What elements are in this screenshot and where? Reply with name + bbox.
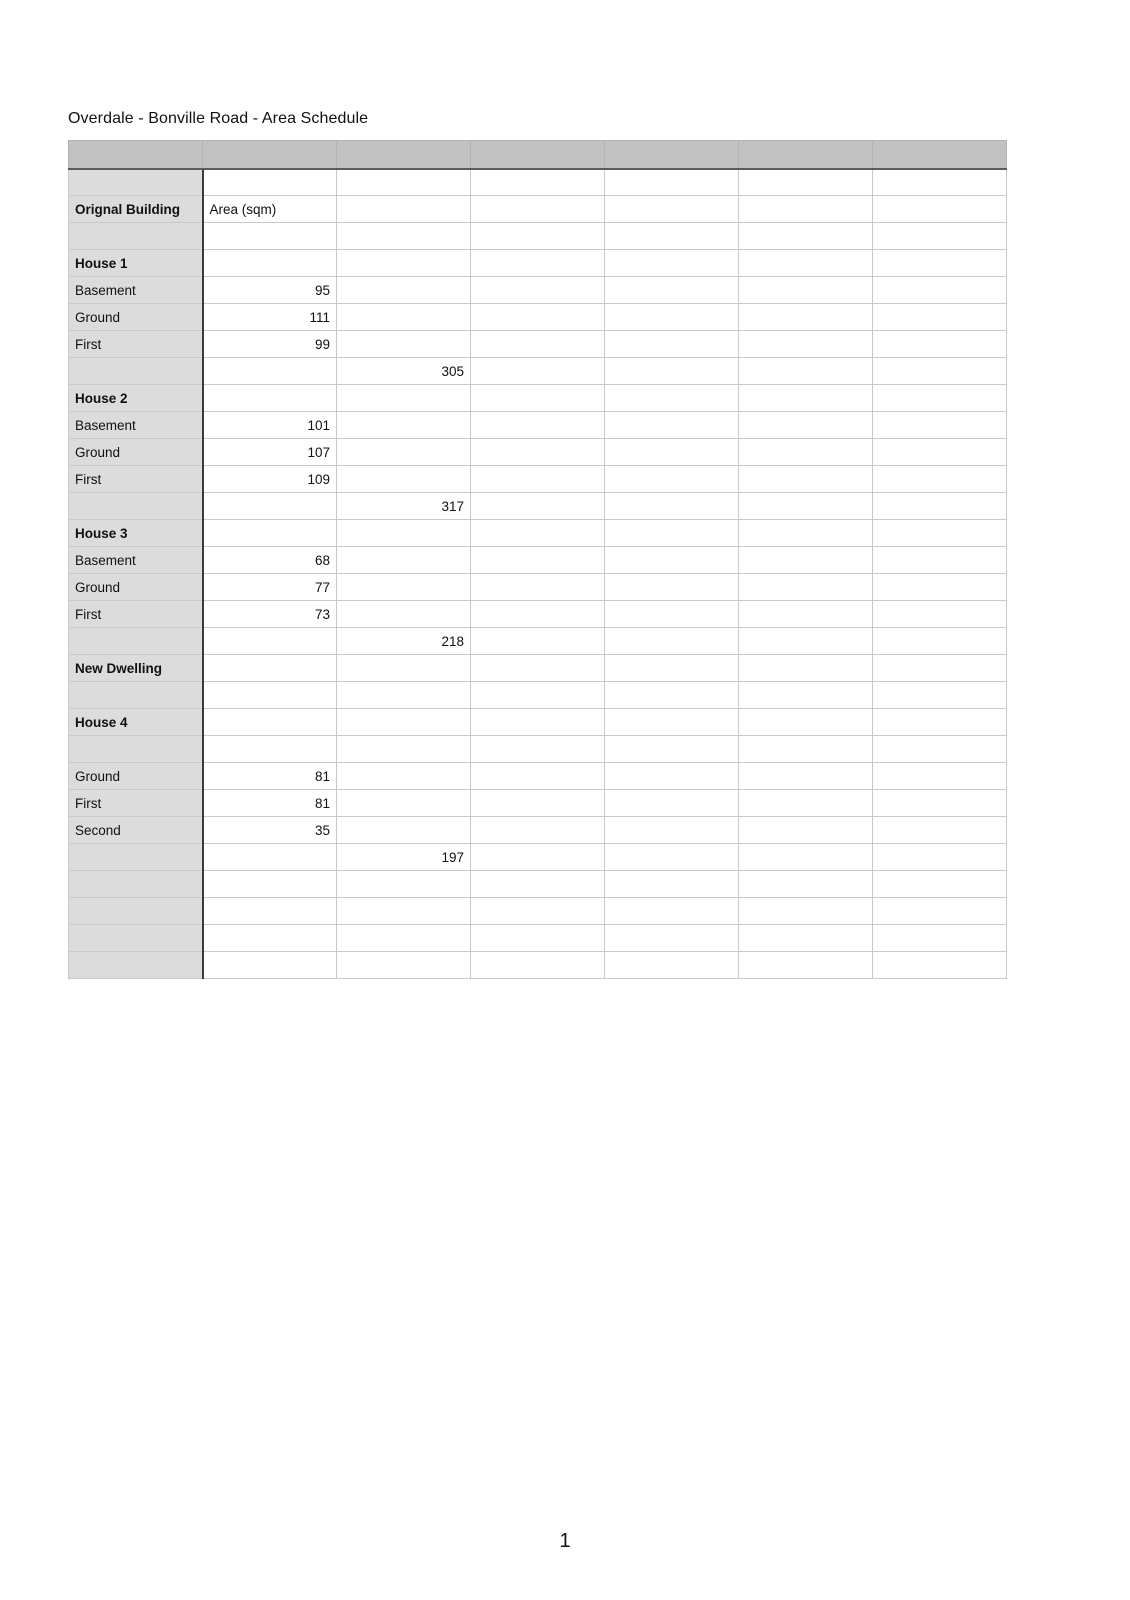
empty-cell xyxy=(873,304,1007,331)
empty-cell xyxy=(873,601,1007,628)
table-body xyxy=(69,141,1007,979)
empty-cell xyxy=(471,763,605,790)
empty-cell xyxy=(873,223,1007,250)
total-cell: 305 xyxy=(337,358,471,385)
table-row xyxy=(69,466,1007,493)
total-cell xyxy=(337,952,471,979)
row-label: Basement xyxy=(69,277,203,304)
row-label xyxy=(69,952,203,979)
header-row xyxy=(69,141,1007,169)
empty-cell xyxy=(873,331,1007,358)
row-label xyxy=(69,493,203,520)
empty-cell xyxy=(471,385,605,412)
area-cell xyxy=(203,709,337,736)
empty-cell xyxy=(873,736,1007,763)
empty-cell xyxy=(605,628,739,655)
row-label: House 3 xyxy=(69,520,203,547)
area-cell xyxy=(203,655,337,682)
area-cell xyxy=(203,520,337,547)
total-cell xyxy=(337,898,471,925)
table-row xyxy=(69,655,1007,682)
row-label: House 4 xyxy=(69,709,203,736)
row-label: Basement xyxy=(69,547,203,574)
empty-cell xyxy=(471,331,605,358)
empty-cell xyxy=(605,466,739,493)
empty-cell xyxy=(739,493,873,520)
area-cell xyxy=(203,871,337,898)
empty-cell xyxy=(605,952,739,979)
row-label xyxy=(69,898,203,925)
empty-cell xyxy=(605,331,739,358)
empty-cell xyxy=(873,277,1007,304)
empty-cell xyxy=(873,466,1007,493)
empty-cell xyxy=(605,412,739,439)
total-cell xyxy=(337,682,471,709)
area-cell: 109 xyxy=(203,466,337,493)
empty-cell xyxy=(873,682,1007,709)
row-label: New Dwelling xyxy=(69,655,203,682)
empty-cell xyxy=(605,844,739,871)
total-cell xyxy=(337,331,471,358)
empty-cell xyxy=(471,628,605,655)
header-cell xyxy=(739,141,873,169)
empty-cell xyxy=(471,709,605,736)
empty-cell xyxy=(605,736,739,763)
total-cell xyxy=(337,277,471,304)
empty-cell xyxy=(739,196,873,223)
empty-cell xyxy=(605,574,739,601)
table-row xyxy=(69,547,1007,574)
empty-cell xyxy=(873,628,1007,655)
area-cell xyxy=(203,358,337,385)
table-row xyxy=(69,574,1007,601)
table-row xyxy=(69,358,1007,385)
empty-cell xyxy=(739,655,873,682)
empty-cell xyxy=(873,196,1007,223)
empty-cell xyxy=(471,466,605,493)
total-cell xyxy=(337,439,471,466)
total-cell xyxy=(337,196,471,223)
empty-cell xyxy=(605,196,739,223)
row-label xyxy=(69,844,203,871)
empty-cell xyxy=(739,763,873,790)
empty-cell xyxy=(873,817,1007,844)
empty-cell xyxy=(873,898,1007,925)
row-label: Ground xyxy=(69,304,203,331)
area-cell xyxy=(203,736,337,763)
empty-cell xyxy=(739,574,873,601)
area-cell xyxy=(203,898,337,925)
empty-cell xyxy=(873,493,1007,520)
empty-cell xyxy=(605,790,739,817)
empty-cell xyxy=(471,682,605,709)
table-row xyxy=(69,223,1007,250)
empty-cell xyxy=(739,223,873,250)
area-cell xyxy=(203,844,337,871)
empty-cell xyxy=(739,169,873,196)
empty-cell xyxy=(873,655,1007,682)
empty-cell xyxy=(739,628,873,655)
table-row xyxy=(69,601,1007,628)
area-cell xyxy=(203,385,337,412)
area-cell: 107 xyxy=(203,439,337,466)
total-cell xyxy=(337,925,471,952)
empty-cell xyxy=(873,844,1007,871)
area-cell xyxy=(203,925,337,952)
empty-cell xyxy=(739,952,873,979)
table-row xyxy=(69,412,1007,439)
table-row xyxy=(69,898,1007,925)
row-label: Second xyxy=(69,817,203,844)
empty-cell xyxy=(605,277,739,304)
total-cell xyxy=(337,736,471,763)
row-label: First xyxy=(69,790,203,817)
row-label: First xyxy=(69,601,203,628)
total-cell xyxy=(337,223,471,250)
empty-cell xyxy=(739,277,873,304)
row-label: First xyxy=(69,331,203,358)
total-cell xyxy=(337,871,471,898)
empty-cell xyxy=(471,898,605,925)
row-label: Orignal Building xyxy=(69,196,203,223)
table-row xyxy=(69,493,1007,520)
page-number: 1 xyxy=(559,1530,571,1552)
empty-cell xyxy=(471,736,605,763)
empty-cell xyxy=(471,601,605,628)
area-cell xyxy=(203,250,337,277)
empty-cell xyxy=(605,871,739,898)
empty-cell xyxy=(873,358,1007,385)
empty-cell xyxy=(739,331,873,358)
empty-cell xyxy=(739,385,873,412)
row-label xyxy=(69,925,203,952)
empty-cell xyxy=(873,412,1007,439)
header-cell xyxy=(471,141,605,169)
row-label: Ground xyxy=(69,439,203,466)
header-cell xyxy=(873,141,1007,169)
empty-cell xyxy=(471,520,605,547)
area-cell: 81 xyxy=(203,790,337,817)
row-label xyxy=(69,736,203,763)
empty-cell xyxy=(739,466,873,493)
empty-cell xyxy=(471,169,605,196)
empty-cell xyxy=(605,520,739,547)
empty-cell xyxy=(471,277,605,304)
empty-cell xyxy=(873,574,1007,601)
empty-cell xyxy=(873,763,1007,790)
area-cell xyxy=(203,628,337,655)
empty-cell xyxy=(605,547,739,574)
empty-cell xyxy=(471,574,605,601)
empty-cell xyxy=(471,493,605,520)
total-cell: 197 xyxy=(337,844,471,871)
table-row xyxy=(69,682,1007,709)
table-row xyxy=(69,385,1007,412)
empty-cell xyxy=(739,520,873,547)
total-cell xyxy=(337,709,471,736)
total-cell: 218 xyxy=(337,628,471,655)
empty-cell xyxy=(873,925,1007,952)
empty-cell xyxy=(605,304,739,331)
table-row xyxy=(69,169,1007,196)
empty-cell xyxy=(873,709,1007,736)
empty-cell xyxy=(739,817,873,844)
row-label xyxy=(69,871,203,898)
empty-cell xyxy=(873,439,1007,466)
table-row xyxy=(69,844,1007,871)
empty-cell xyxy=(873,250,1007,277)
table-row xyxy=(69,277,1007,304)
row-label xyxy=(69,682,203,709)
empty-cell xyxy=(873,952,1007,979)
area-cell: 35 xyxy=(203,817,337,844)
header-cell xyxy=(69,141,203,169)
header-cell xyxy=(203,141,337,169)
total-cell xyxy=(337,520,471,547)
total-cell xyxy=(337,304,471,331)
table-row xyxy=(69,439,1007,466)
empty-cell xyxy=(873,520,1007,547)
empty-cell xyxy=(739,439,873,466)
total-cell xyxy=(337,790,471,817)
total-cell: 317 xyxy=(337,493,471,520)
total-cell xyxy=(337,250,471,277)
empty-cell xyxy=(873,871,1007,898)
empty-cell xyxy=(605,817,739,844)
area-cell: 111 xyxy=(203,304,337,331)
empty-cell xyxy=(873,385,1007,412)
area-cell xyxy=(203,952,337,979)
empty-cell xyxy=(739,682,873,709)
empty-cell xyxy=(739,844,873,871)
area-cell: 101 xyxy=(203,412,337,439)
empty-cell xyxy=(605,223,739,250)
total-cell xyxy=(337,169,471,196)
empty-cell xyxy=(471,304,605,331)
total-cell xyxy=(337,574,471,601)
total-cell xyxy=(337,547,471,574)
empty-cell xyxy=(471,952,605,979)
empty-cell xyxy=(471,871,605,898)
row-label: Basement xyxy=(69,412,203,439)
row-label: First xyxy=(69,466,203,493)
empty-cell xyxy=(471,925,605,952)
area-cell: Area (sqm) xyxy=(203,196,337,223)
area-cell xyxy=(203,493,337,520)
row-label xyxy=(69,358,203,385)
empty-cell xyxy=(471,358,605,385)
empty-cell xyxy=(739,709,873,736)
empty-cell xyxy=(605,709,739,736)
row-label xyxy=(69,628,203,655)
empty-cell xyxy=(605,385,739,412)
table-row xyxy=(69,790,1007,817)
table-row xyxy=(69,196,1007,223)
empty-cell xyxy=(739,790,873,817)
total-cell xyxy=(337,466,471,493)
empty-cell xyxy=(605,898,739,925)
empty-cell xyxy=(471,817,605,844)
table-row xyxy=(69,250,1007,277)
header-cell xyxy=(337,141,471,169)
table-row xyxy=(69,628,1007,655)
area-cell: 73 xyxy=(203,601,337,628)
row-label: Ground xyxy=(69,574,203,601)
empty-cell xyxy=(605,493,739,520)
empty-cell xyxy=(739,601,873,628)
total-cell xyxy=(337,412,471,439)
total-cell xyxy=(337,817,471,844)
empty-cell xyxy=(471,547,605,574)
header-cell xyxy=(605,141,739,169)
empty-cell xyxy=(873,547,1007,574)
table-row xyxy=(69,952,1007,979)
table-row xyxy=(69,736,1007,763)
empty-cell xyxy=(471,196,605,223)
empty-cell xyxy=(471,250,605,277)
row-label: House 2 xyxy=(69,385,203,412)
empty-cell xyxy=(739,736,873,763)
area-schedule-table xyxy=(68,140,1007,979)
empty-cell xyxy=(605,655,739,682)
empty-cell xyxy=(605,250,739,277)
total-cell xyxy=(337,601,471,628)
area-cell: 77 xyxy=(203,574,337,601)
empty-cell xyxy=(739,547,873,574)
sheet-title: Overdale - Bonville Road - Area Schedule xyxy=(68,110,369,127)
table-row xyxy=(69,925,1007,952)
empty-cell xyxy=(471,790,605,817)
area-cell: 68 xyxy=(203,547,337,574)
area-cell: 95 xyxy=(203,277,337,304)
empty-cell xyxy=(739,250,873,277)
empty-cell xyxy=(471,655,605,682)
total-cell xyxy=(337,655,471,682)
table-row xyxy=(69,871,1007,898)
empty-cell xyxy=(471,223,605,250)
area-cell xyxy=(203,682,337,709)
table-row xyxy=(69,331,1007,358)
row-label: Ground xyxy=(69,763,203,790)
empty-cell xyxy=(605,169,739,196)
empty-cell xyxy=(471,844,605,871)
empty-cell xyxy=(605,601,739,628)
empty-cell xyxy=(605,925,739,952)
table-row xyxy=(69,520,1007,547)
area-cell xyxy=(203,169,337,196)
empty-cell xyxy=(739,925,873,952)
empty-cell xyxy=(739,412,873,439)
empty-cell xyxy=(605,358,739,385)
area-cell xyxy=(203,223,337,250)
empty-cell xyxy=(873,169,1007,196)
empty-cell xyxy=(471,412,605,439)
row-label xyxy=(69,223,203,250)
table-row xyxy=(69,304,1007,331)
row-label: House 1 xyxy=(69,250,203,277)
empty-cell xyxy=(739,871,873,898)
area-cell: 99 xyxy=(203,331,337,358)
empty-cell xyxy=(739,898,873,925)
empty-cell xyxy=(739,304,873,331)
empty-cell xyxy=(873,790,1007,817)
table-row xyxy=(69,763,1007,790)
table-row xyxy=(69,709,1007,736)
area-cell: 81 xyxy=(203,763,337,790)
total-cell xyxy=(337,385,471,412)
empty-cell xyxy=(605,682,739,709)
empty-cell xyxy=(739,358,873,385)
table-row xyxy=(69,817,1007,844)
row-label xyxy=(69,169,203,196)
total-cell xyxy=(337,763,471,790)
empty-cell xyxy=(471,439,605,466)
empty-cell xyxy=(605,439,739,466)
empty-cell xyxy=(605,763,739,790)
